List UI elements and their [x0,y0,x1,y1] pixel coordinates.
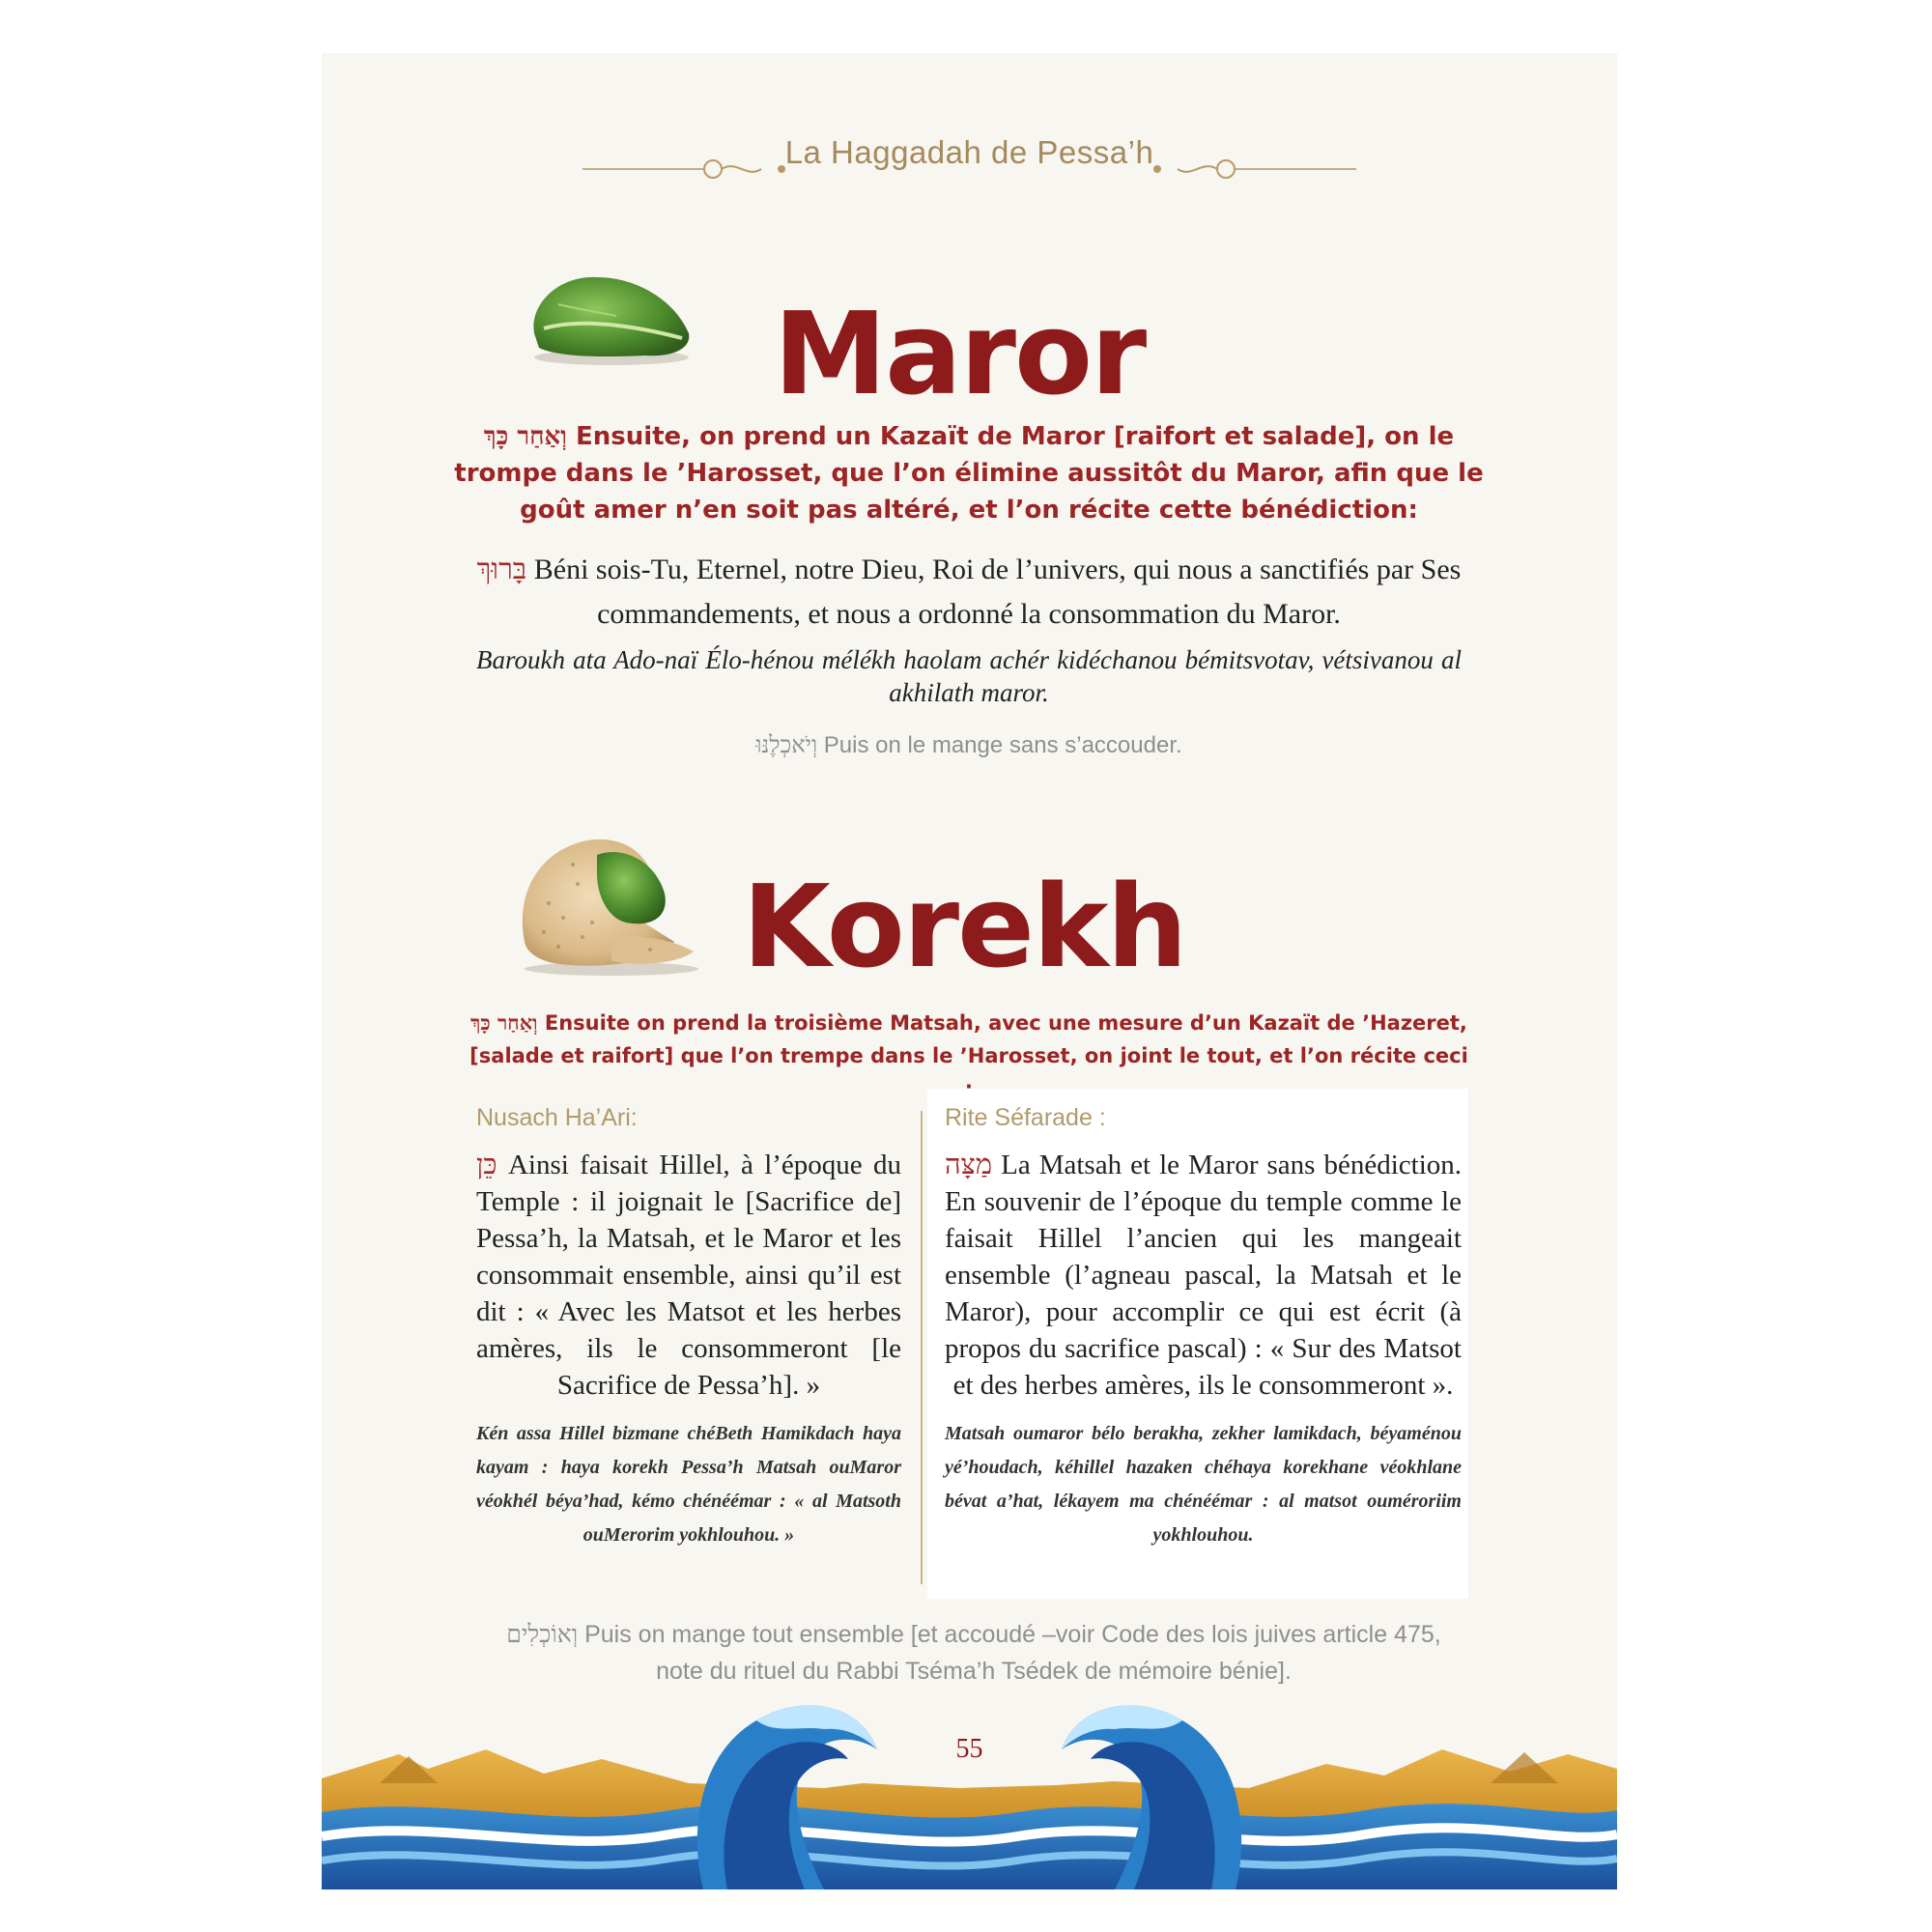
nusach-ha-ari-hebrew: כֵּן [476,1148,497,1180]
maror-title: Maror [773,287,1146,420]
rite-sefarade-transliteration: Matsah oumaror bélo berakha, zekher lamikdach, béyaménou yé’houdach, kéhillel hazaken chéhaya korekhane véokhlane bévat a’hat, lékayem ma chénéémar : al matsot ouméroriim yokhlouhou. [945,1423,1462,1546]
maror-instruction [438,418,1500,528]
nusach-ha-ari-label: Nusach Ha’Ari: [476,1104,638,1131]
nusach-ha-ari-column [476,1089,901,1552]
korekh-note [486,1616,1462,1690]
maror-blessing [476,548,1462,637]
maror-transliteration: Baroukh ata Ado-naï Élo-hénou mélékh haolam achér kidéchanou bémitsvotav, vétsivanou al akhilath maror. [476,645,1462,707]
nusach-ha-ari-text: Ainsi faisait Hillel, à l’époque du Temple : il joignait le [Sacrifice de] Pessa’h, la Matsah, et le Maror et les consommait ensemble, ainsi qu’il est dit : « Avec les Matsot et les herbes amères, ils le consommeront [le Sacrifice de Pessa’h]. » [476,1150,902,1401]
maror-blessing-text: Béni sois-Tu, Eternel, notre Dieu, Roi de l’univers, qui nous a sanctifiés par Ses commandements, et nous a ordonné la consommation du Maror. [533,554,1462,630]
rite-sefarade-hebrew: מַצָּה [945,1148,993,1180]
korekh-title: Korekh [742,860,1186,993]
rite-sefarade-label: Rite Séfarade : [945,1104,1106,1131]
korekh-note-text: Puis on mange tout ensemble [et accoudé –voir Code des lois juives article 475, note du rituel du Rabbi Tséma’h Tsédek de mémoire bénie]. [584,1621,1441,1685]
maror-note-hebrew: וְיֹאכְלֶנּוּ [755,731,818,758]
korekh-instruction-hebrew: וְאַחַר כָּךְ [470,1010,538,1035]
rite-sefarade-text: La Matsah et le Maror sans bénédiction. En souvenir de l’époque du temple comme le faisait Hillel l’ancien qui les mangeait ensemble (l’agneau pascal, la Matsah et le Maror), pour accomplir ce qui est écrit (à propos du sacrifice pascal) : « Sur des Matsot et des herbes amères, ils le consommeront ». [945,1150,1463,1401]
korekh-instruction-text: Ensuite on prend la troisième Matsah, avec une mesure d’un Kazaït de ’Hazeret, [salade et raifort] que l’on trempe dans le ’Harosset, on joint le tout, et l’on récite ceci [469,1011,1468,1067]
page-number: 55 [955,1734,983,1764]
nusach-ha-ari-body [476,1146,901,1404]
nusach-ha-ari-transliteration: Kén assa Hillel bizmane chéBeth Hamikdach haya kayam : haya korekh Pessa’h Matsah ouMaror véokhél béya’had, kémo chénéémar : « al Matsoth ouMerorim yokhlouhou. » [476,1423,901,1546]
header-title: La Haggadah de Pessa’h [784,134,1154,170]
rite-sefarade-column [945,1089,1462,1552]
sea-waves-illustration [322,1696,1617,1889]
maror-note-text: Puis on le mange sans s’accouder. [823,732,1182,758]
maror-instruction-text: Ensuite, on prend un Kazaït de Maror [raifort et salade], on le trompe dans le ’Harosset, que l’on élimine aussitôt du Maror, afin que le goût amer n’en soit pas altéré, et l’on récite cette bénédiction: [454,422,1484,525]
rite-sefarade-body [945,1146,1462,1404]
maror-instruction-hebrew: וְאַחַר כָּךְ [483,422,567,451]
column-divider [921,1111,923,1584]
maror-note [534,731,1404,759]
maror-blessing-hebrew: בָּרוּךְ [476,553,527,586]
haggadah-page [322,53,1617,1889]
korekh-note-hebrew: וְאוֹכְלִים [506,1620,579,1648]
